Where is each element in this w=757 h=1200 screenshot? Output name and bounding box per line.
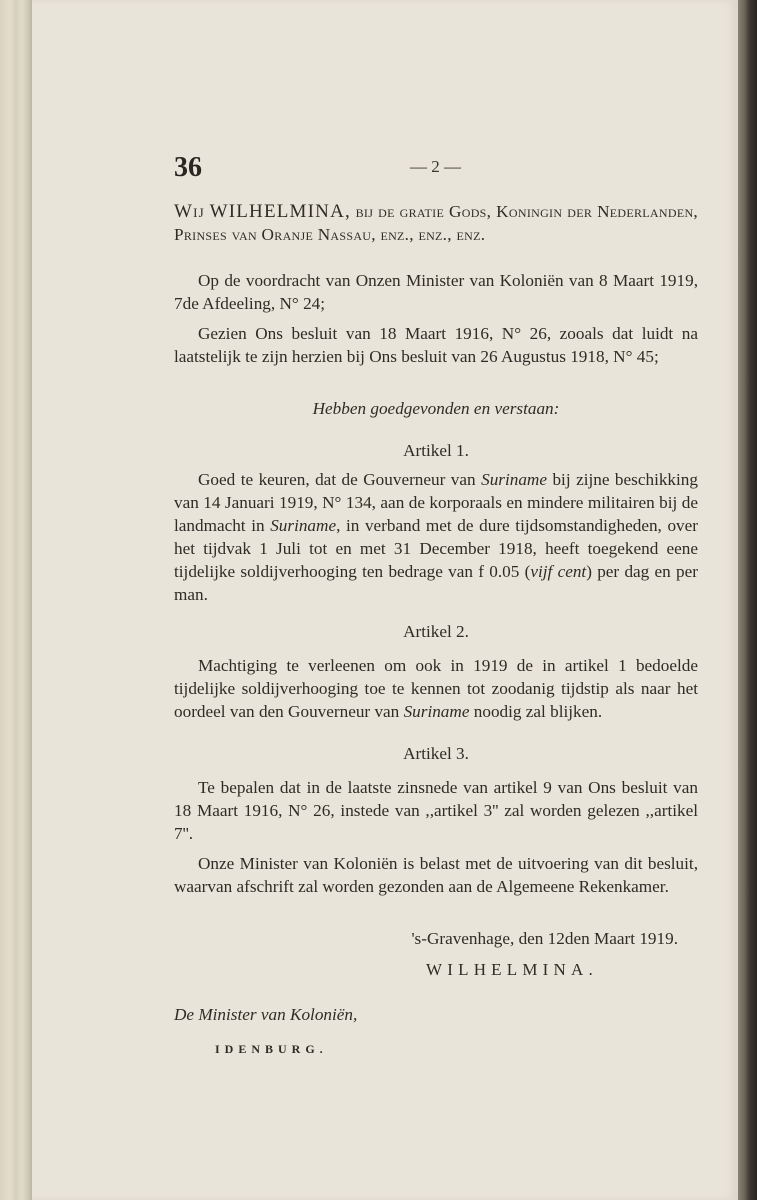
opening-wij: Wij xyxy=(174,201,205,222)
book-spine xyxy=(738,0,757,1200)
page-marker: — 2 — xyxy=(410,157,461,176)
opening-rest: bij de gratie Gods, Koningin der Nederlanden, Prinses van Oranje Nassau, enz., enz., enz. xyxy=(174,202,699,244)
date-line: 's-Gravenhage, den 12den Maart 1919. xyxy=(411,929,678,948)
art1-suriname-2: Suriname xyxy=(270,516,337,535)
art1-part-d: ) per dag en per man. xyxy=(174,562,699,604)
artikel-3-title: Artikel 3. xyxy=(403,744,469,763)
art1-part-b: bij zijne beschikking van 14 Januari 1919, N° 134, aan de korporaals en mindere militairen bij de landmacht in xyxy=(174,470,698,535)
artikel-1-text xyxy=(174,468,698,606)
art1-suriname-1: Suriname xyxy=(481,470,547,489)
opening-paragraph xyxy=(174,200,698,246)
art1-part-c: , in verband met de dure tijdsomstandigheden, over het tijdvak 1 Juli tot en met 31 December 1918, heeft toegekend eene tijdelijke soldijverhooging ten bedrage van f 0.05 ( xyxy=(174,516,698,581)
opening-name: WILHELMINA, xyxy=(209,201,351,222)
page-number: 36 xyxy=(174,152,202,183)
heading-hebben: Hebben goedgevonden en verstaan: xyxy=(312,399,560,418)
minister-name: IDENBURG. xyxy=(215,1042,328,1056)
closing-paragraph: Onze Minister van Koloniën is belast met de uitvoering van dit besluit, waarvan afschrift zal worden gezonden aan de Algemeene Rekenkamer. xyxy=(174,854,698,896)
book-edge xyxy=(0,0,32,1200)
spine-line xyxy=(746,0,747,1200)
artikel-1-title: Artikel 1. xyxy=(403,441,469,460)
art2-suriname: Suriname xyxy=(403,702,470,721)
minister-title: De Minister van Koloniën, xyxy=(174,1005,358,1024)
paragraph-voordracht: Op de voordracht van Onzen Minister van Koloniën van 8 Maart 1919, 7de Afdeeling, N° 24; xyxy=(174,271,698,313)
art1-part-a: Goed te keuren, dat de Gouverneur van xyxy=(198,470,482,489)
art2-part-b: noodig zal blijken. xyxy=(469,702,603,721)
artikel-3-text: Te bepalen dat in de laatste zinsnede van artikel 9 van Ons besluit van 18 Maart 1916, N° 26, instede van ,,artikel 3'' zal worden gelezen ,,artikel 7''. xyxy=(174,778,698,843)
paragraph-gezien: Gezien Ons besluit van 18 Maart 1916, N° 26, zooals dat luidt na laatstelijk te zijn herzien bij Ons besluit van 26 Augustus 1918, N° 45; xyxy=(174,324,698,366)
art1-vijf-cent: vijf cent xyxy=(530,562,587,581)
artikel-2-title: Artikel 2. xyxy=(403,622,469,641)
art2-part-a: Machtiging te verleenen om ook in 1919 de in artikel 1 bedoelde tijdelijke soldijverhooging toe te kennen tot zoodanig tijdstip als naar het oordeel van den Gouverneur van xyxy=(174,656,698,721)
signer-wilhelmina: WILHELMINA. xyxy=(426,960,598,979)
artikel-2-text xyxy=(174,654,698,723)
